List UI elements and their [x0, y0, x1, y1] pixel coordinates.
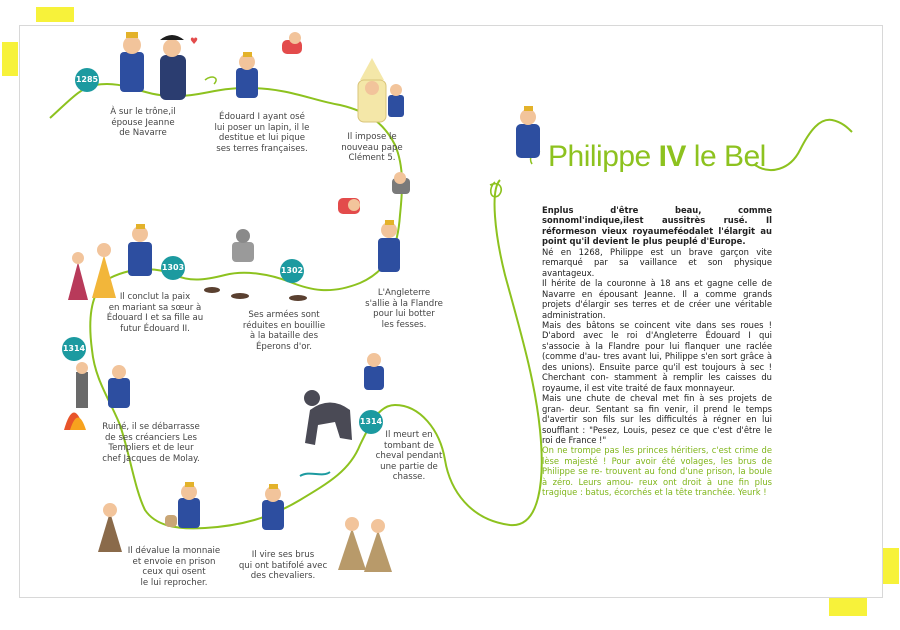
caption-line: chef Jacques de Molay. — [102, 453, 200, 464]
king-and-queen-figure — [120, 32, 198, 100]
caption-line: Clément 5. — [348, 153, 396, 164]
pope-figure — [358, 58, 404, 122]
caption-line: L'Angleterre — [377, 288, 431, 298]
caption-line: ceux qui osent — [142, 567, 206, 578]
caption-line: Édouard I ayant osé — [219, 112, 305, 122]
fighting-figures — [338, 172, 410, 214]
paragraph: Né en 1268, Philippe est un brave garçon vite remarqué par sa vaillance et son physique avantageux. — [542, 246, 772, 278]
caption-trone — [98, 107, 188, 139]
caption-line: à la bataille des — [249, 331, 319, 342]
caption-line: Édouard I et sa fille au — [106, 313, 204, 324]
year-badge-1314-death: 1314 — [359, 410, 383, 434]
caption-line: Il vire ses brus — [251, 550, 315, 560]
caption-line: les fesses. — [381, 319, 427, 330]
caption-line: des chevaliers. — [250, 571, 316, 582]
svg-text:♥: ♥ — [190, 37, 199, 47]
monk-figure — [98, 503, 122, 552]
caption-angleterre — [358, 288, 450, 330]
caption-line: À sur le trône,il — [110, 107, 176, 117]
year-badge-1285: 1285 — [75, 68, 99, 92]
caption-line: épouse Jeanne — [111, 117, 175, 128]
title-epithet: le Bel — [693, 140, 766, 173]
caption-eperons — [238, 310, 330, 352]
caption-line: lui poser un lapin, il le — [214, 122, 310, 133]
page-title — [548, 140, 766, 174]
caption-line: qui ont batifolé avec — [238, 560, 328, 571]
paragraph: Mais des bâtons se coincent vite dans ses roues ! D'abord avec le roi d'Angleterre Édouard I qui s'associe à la Flandre pour lui flanquer une raclée (comme d'au- tres avant lui, Philippe s'en sort grâce à des unions). Ensuite parce qu'il est toujours à sec ! Cherchant con- stamment à remplir les caisses du royaume, il est vite traité de faux monnayeur. — [542, 319, 772, 393]
caption-line: de Navarre — [119, 128, 167, 139]
caption-line: de ses créanciers Les — [104, 432, 198, 443]
year-badge-1302: 1302 — [280, 259, 304, 283]
caption-edouard — [212, 112, 312, 154]
article-body — [542, 205, 772, 498]
paragraph: Il hérite de la couronne à 18 ans et gagne celle de Navarre en épousant Jeanne. Il a comme grands projets d'élargir ses terres et de créer une véritable administration. — [542, 278, 772, 320]
caption-line: Éperons d'or. — [256, 341, 312, 352]
caption-line: ses terres françaises. — [216, 143, 308, 154]
caption-line: le lui reprocher. — [140, 577, 208, 588]
caption-line: Il impose le — [347, 132, 397, 142]
caption-monnaie — [122, 546, 226, 588]
paragraph: Mais une chute de cheval met fin à ses projets de gran- deur. Sentant sa fin venir, il prend le temps d'avertir son fils sur les difficultés à régner en lui soufflant : "Pesez, Louis, pesez ce que c'est d'être le roi de France !" — [542, 393, 772, 445]
title-name: Philippe — [548, 140, 651, 173]
caption-line: destitue et lui pique — [218, 133, 306, 144]
king-brus-figure — [262, 484, 284, 530]
caption-pape — [332, 132, 412, 164]
caption-line: s'allie à la Flandre — [365, 298, 443, 309]
caption-line: futur Édouard II. — [120, 323, 190, 334]
caption-cheval — [372, 430, 446, 483]
caption-line: pour lui botter — [373, 309, 435, 320]
king-money-figure — [165, 482, 200, 528]
caption-line: Templiers et de leur — [108, 443, 194, 454]
caption-paix — [100, 292, 210, 334]
caption-line: et envoie en prison — [132, 556, 216, 567]
caption-line: Il meurt en — [385, 430, 433, 440]
caption-brus — [230, 550, 336, 582]
caption-line: une partie de — [380, 461, 438, 472]
year-badge-1303: 1303 — [161, 256, 185, 280]
caption-line: chasse. — [392, 472, 426, 483]
caption-line: nouveau pape — [341, 142, 403, 153]
caption-line: réduites en bouillie — [242, 320, 326, 331]
king-edouard-figure — [236, 32, 302, 98]
caption-line: Il conclut la paix — [119, 292, 191, 302]
year-badge-1314-templiers: 1314 — [62, 337, 86, 361]
caption-line: tombant de — [383, 440, 434, 451]
shaved-brus-figures — [338, 517, 392, 572]
lead-paragraph: Enplus d'être beau, comme sonnoml'indique,ilest aussitrès rusé. Il réformeson vieux royaumeféodalet l'élargit au point qu'il devient le plus peuplé d'Europe. — [542, 205, 772, 247]
caption-line: Il dévalue la monnaie — [127, 546, 221, 556]
caption-line: Ses armées sont — [248, 310, 320, 320]
philippe-portrait-figure — [516, 106, 540, 158]
closing-paragraph: On ne trompe pas les princes héritiers, c'est crime de lèse majesté ! Pour avoir été volages, les brus de Philippe se re- trouvent au fond d'une prison, la boule à zéro. Leurs amou- reux ont droit à une fin plus tragique : batus, écorchés et la tête tranchée. Yeurk ! — [542, 445, 772, 498]
caption-templiers — [95, 422, 207, 464]
caption-line: Ruiné, il se débarrasse — [102, 422, 200, 432]
title-numeral: IV — [658, 140, 686, 173]
caption-line: cheval pendant — [375, 451, 443, 462]
templar-pyre-figure — [64, 362, 130, 430]
royal-wedding-figures — [68, 224, 152, 300]
caption-line: en mariant sa sœur à — [108, 302, 202, 313]
king-angleterre-figure — [378, 220, 400, 272]
